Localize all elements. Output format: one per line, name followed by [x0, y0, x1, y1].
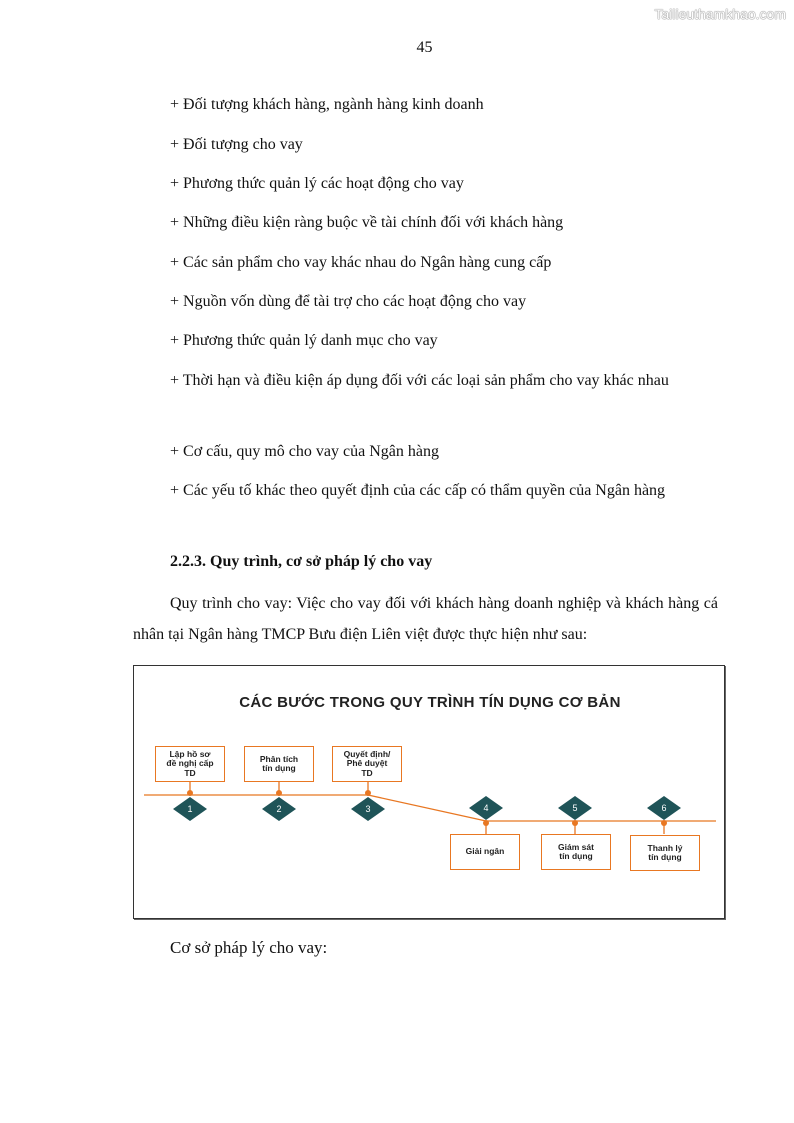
bullet-item: + Phương thức quản lý danh mục cho vay	[170, 332, 438, 349]
bullet-item: + Nguồn vốn dùng để tài trợ cho các hoạt động cho vay	[170, 293, 527, 310]
bullet-item: + Những điều kiện ràng buộc về tài chính đối với khách hàng	[170, 214, 564, 231]
bullet-item: + Các yếu tố khác theo quyết định của các cấp có thẩm quyền của Ngân hàng	[170, 482, 666, 499]
step-box-3: Quyết định/ Phê duyệt TD	[332, 746, 402, 782]
figure-title: CÁC BƯỚC TRONG QUY TRÌNH TÍN DỤNG CƠ BẢN	[239, 694, 621, 711]
timeline-dot	[187, 790, 193, 796]
bullet-item: + Đối tượng khách hàng, ngành hàng kinh doanh	[170, 96, 484, 113]
timeline-dot	[276, 790, 282, 796]
step-number: 3	[365, 804, 371, 814]
timeline-line-slope	[368, 795, 486, 821]
step-number: 4	[483, 803, 489, 813]
step-box-4: Giải ngân	[450, 834, 520, 870]
step-box-6: Thanh lý tín dụng	[630, 835, 700, 871]
timeline-dot	[661, 820, 667, 826]
timeline-dot	[572, 820, 578, 826]
bullet-item: + Phương thức quản lý các hoạt động cho vay	[170, 175, 464, 192]
timeline-dot	[483, 820, 489, 826]
step-number: 2	[276, 804, 282, 814]
step-box-2: Phân tích tín dụng	[244, 746, 314, 782]
step-number: 1	[187, 804, 193, 814]
step-number: 6	[661, 803, 667, 813]
timeline-dot	[365, 790, 371, 796]
step-box-5: Giám sát tín dụng	[541, 834, 611, 870]
credit-process-figure	[133, 665, 725, 919]
page-number: 45	[416, 39, 433, 56]
bullet-item: + Đối tượng cho vay	[170, 136, 303, 153]
watermark: Tailieuthamkhao.com	[654, 6, 786, 22]
bullet-item: + Các sản phẩm cho vay khác nhau do Ngân hàng cung cấp	[170, 254, 552, 271]
closing-line: Cơ sở pháp lý cho vay:	[170, 938, 328, 957]
intro-paragraph: Quy trình cho vay: Việc cho vay đối với khách hàng doanh nghiệp và khách hàng cá nhân tại Ngân hàng TMCP Bưu điện Liên việt được thực hiện như sau:	[133, 595, 718, 643]
step-box-1: Lập hồ sơ đề nghị cấp TD	[155, 746, 225, 782]
timeline-graphic	[134, 666, 726, 920]
section-heading: 2.2.3. Quy trình, cơ sở pháp lý cho vay	[170, 553, 433, 570]
step-number: 5	[572, 803, 578, 813]
bullet-item: + Thời hạn và điều kiện áp dụng đối với các loại sản phẩm cho vay khác nhau	[170, 372, 669, 389]
bullet-item: + Cơ cấu, quy mô cho vay của Ngân hàng	[170, 443, 439, 460]
